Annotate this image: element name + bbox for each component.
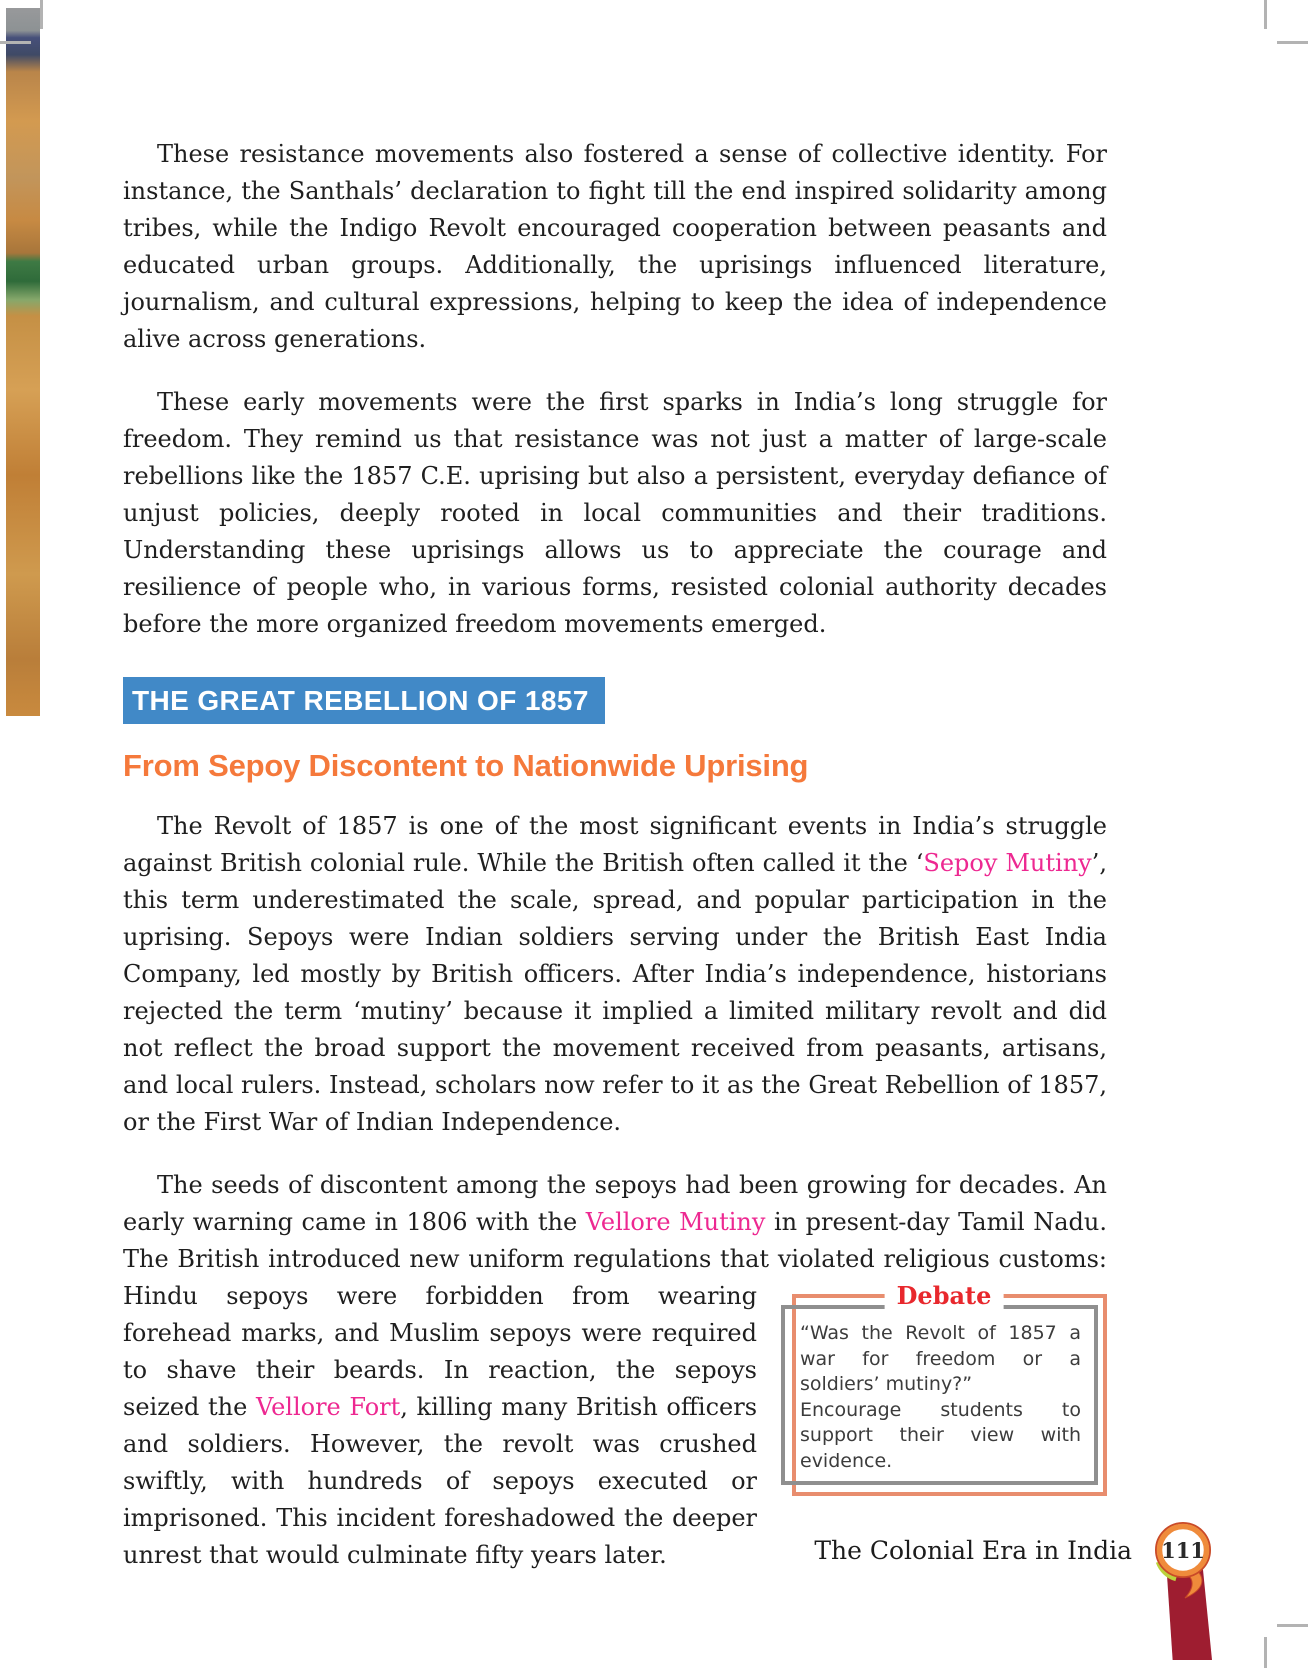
- debate-instruction: Encourage students to support their view with evidence.: [800, 1398, 1081, 1472]
- text-column: [123, 0, 1107, 1600]
- debate-box-content: [781, 1284, 1107, 1496]
- crop-mark-top-right-horizontal: [1277, 41, 1308, 44]
- paragraph-seeds-of-discontent: [123, 1167, 1107, 1574]
- section-heading-text: THE GREAT REBELLION OF 1857: [132, 685, 589, 716]
- page-number: 111: [1161, 1538, 1205, 1563]
- paragraph-early-movements: These early movements were the first sparks in India’s long struggle for freedom. They remind us that resistance was not just a matter of large-scale rebellions like the 1857 C.E. uprising but also a persistent, everyday defiance of unjust policies, deeply rooted in local communities and their traditions. Understanding these uprisings allows us to appreciate the courage and resilience of people who, in various forms, resisted colonial authority decades before the more organized freedom movements emerged.: [123, 388, 1107, 638]
- crop-mark-bottom-right-horizontal: [1277, 1624, 1308, 1627]
- section-heading-bar: [123, 677, 605, 724]
- decorative-landscape-image: [6, 8, 40, 716]
- page-number-badge: [1152, 1518, 1224, 1614]
- debate-box-title: Debate: [885, 1281, 1004, 1311]
- paragraph-text: The Revolt of 1857 is one of the most significant events in India’s struggle against British colonial rule. While the British often called it the ‘: [123, 812, 1107, 877]
- highlighted-term-vellore-mutiny: Vellore Mutiny: [585, 1208, 766, 1236]
- paragraph-text: ’, this term underestimated the scale, spread, and popular participation in the uprising. Sepoys were Indian soldiers serving under the British East India Company, led mostly by British officers. After India’s independence, historians rejected the term ‘mutiny’ because it implied a limited military revolt and did not reflect the broad support the movement received from peasants, artisans, and local rulers. Instead, scholars now refer to it as the Great Rebellion of 1857, or the First War of Indian Independence.: [123, 849, 1107, 1136]
- paragraph-text: The seeds of discontent among the sepoys had been growing for decades. An early warning came in 1806 with the: [123, 1171, 1107, 1236]
- paragraph-text: Hindu sepoys were forbidden from wearing forehead marks, and Muslim sepoys were required to shave their beards. In reaction, the sepoys seized the: [123, 1282, 757, 1421]
- debate-sidebar-box: [781, 1281, 1107, 1496]
- debate-question: “Was the Revolt of 1857 a war for freedom or a soldiers’ mutiny?”: [800, 1322, 1081, 1395]
- crop-mark-top-right-vertical: [1264, 0, 1267, 29]
- paragraph-revolt-of-1857: [123, 808, 1107, 1141]
- paragraph-text: , killing many British officers and soldiers. However, the revolt was crushed swiftly, with hundreds of sepoys executed or imprisoned. This incident foreshadowed the deeper unrest that would culminate fifty years later.: [123, 1393, 758, 1569]
- highlighted-term-vellore-fort: Vellore Fort: [255, 1393, 401, 1421]
- paragraph-collective-identity: These resistance movements also fostered a sense of collective identity. For instance, the Santhals’ declaration to fight till the end inspired solidarity among tribes, while the Indigo Revolt encouraged cooperation between peasants and educated urban groups. Additionally, the uprisings influenced literature, journalism, and cultural expressions, helping to keep the idea of independence alive across generations.: [123, 140, 1107, 353]
- running-footer-chapter-title: The Colonial Era in India: [814, 1536, 1132, 1565]
- paragraph-text: in present-day Tamil Nadu. The British introduced new uniform regulations that violated religious customs:: [123, 1208, 1107, 1273]
- highlighted-term-sepoy-mutiny: Sepoy Mutiny: [923, 849, 1092, 877]
- subsection-heading: From Sepoy Discontent to Nationwide Uprising: [123, 748, 809, 783]
- crop-mark-bottom-right-vertical: [1264, 1637, 1267, 1668]
- crop-mark-top-left-horizontal: [0, 41, 31, 44]
- crop-mark-top-left-vertical: [40, 0, 43, 29]
